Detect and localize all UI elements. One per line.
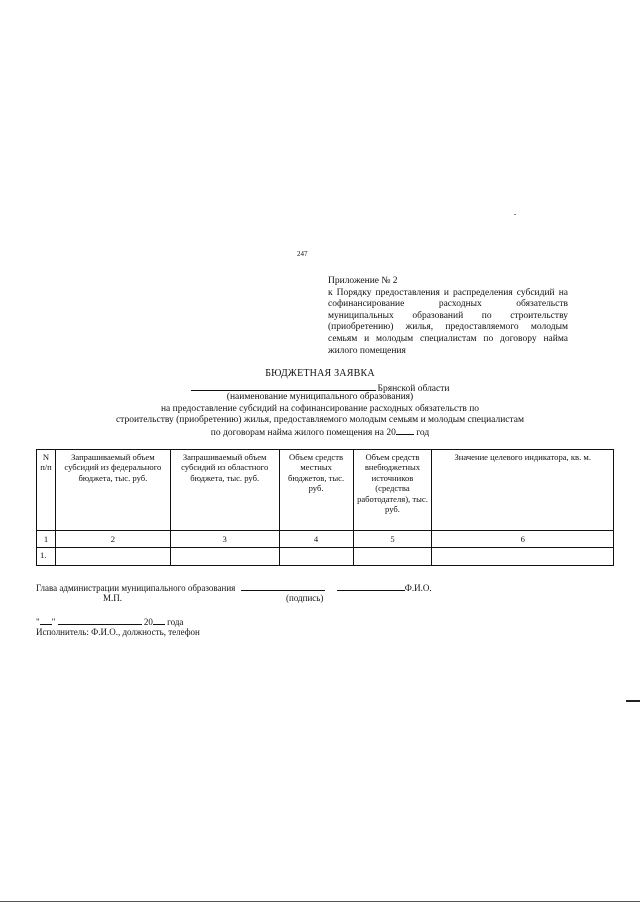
year-prefix: по договорам найма жилого помещения на 20 — [210, 428, 396, 438]
table-cell — [279, 548, 353, 566]
column-number: 5 — [353, 531, 432, 548]
table-cell — [353, 548, 432, 566]
region-hint: (наименование муниципального образования) — [226, 392, 414, 402]
date-quote-close: " — [51, 617, 56, 627]
header-cell: N п/п — [37, 450, 56, 531]
scan-speck — [514, 214, 516, 215]
column-number-row — [37, 531, 614, 548]
signature-blank — [241, 581, 325, 591]
document-title: БЮДЖЕТНАЯ ЗАЯВКА — [265, 368, 375, 379]
column-number: 1 — [37, 531, 56, 548]
year-suffix: год — [416, 428, 430, 438]
executor-line: Исполнитель: Ф.И.О., должность, телефон — [36, 627, 200, 637]
name-blank — [337, 581, 405, 591]
head-label: Глава администрации муниципального образования — [36, 583, 236, 593]
column-number: 3 — [170, 531, 279, 548]
date-quote-open: " — [36, 617, 40, 627]
table-cell — [432, 548, 614, 566]
region-name: Брянской области — [377, 384, 450, 394]
head-signature-line — [36, 581, 432, 594]
scan-bottom-edge — [0, 901, 640, 902]
date-year-prefix: 20 — [143, 617, 153, 627]
year-blank — [396, 426, 414, 435]
header-cell: Объем средств внебюджетных источников (средства работодателя), тыс. руб. — [353, 450, 432, 531]
column-number: 6 — [432, 531, 614, 548]
appendix-text: к Порядку предоставления и распределения субсидий на софинансирование расходных обязательств муниципальных образований по строительству (приобретению) жилья, предоставляемого молодым семьям и молодым специалистам по договору найма жилого помещения — [328, 287, 568, 356]
header-cell: Запрашиваемый объем субсидий из федерального бюджета, тыс. руб. — [55, 450, 170, 531]
header-cell: Значение целевого индикатора, кв. м. — [432, 450, 614, 531]
budget-request-table — [36, 449, 614, 566]
purpose-line-1: на предоставление субсидий на софинансирование расходных обязательств по — [160, 404, 480, 414]
table-cell — [170, 548, 279, 566]
table-header-row — [37, 450, 614, 531]
signature-hint: (подпись) — [286, 593, 324, 603]
table-cell: 1. — [37, 548, 56, 566]
month-blank — [58, 615, 142, 625]
table-row — [37, 548, 614, 566]
stamp-label: М.П. — [103, 593, 123, 603]
scan-edge-mark — [626, 700, 640, 702]
page-number: 247 — [297, 250, 308, 258]
year-blank-2 — [153, 615, 165, 625]
header-cell: Запрашиваемый объем субсидий из областного бюджета, тыс. руб. — [170, 450, 279, 531]
fio-label: Ф.И.О. — [404, 583, 432, 593]
column-number: 2 — [55, 531, 170, 548]
column-number: 4 — [279, 531, 353, 548]
header-cell: Объем средств местных бюджетов, тыс. руб. — [279, 450, 353, 531]
table-cell — [55, 548, 170, 566]
appendix-block — [328, 276, 568, 357]
date-suffix: года — [167, 617, 184, 627]
municipality-blank — [191, 381, 376, 391]
purpose-line-2: строительству (приобретению) жилья, предоставляемого молодым семьям и молодым специалистам — [115, 415, 525, 425]
purpose-line-3 — [0, 426, 640, 440]
day-blank — [40, 615, 52, 625]
appendix-title: Приложение № 2 — [328, 276, 398, 286]
